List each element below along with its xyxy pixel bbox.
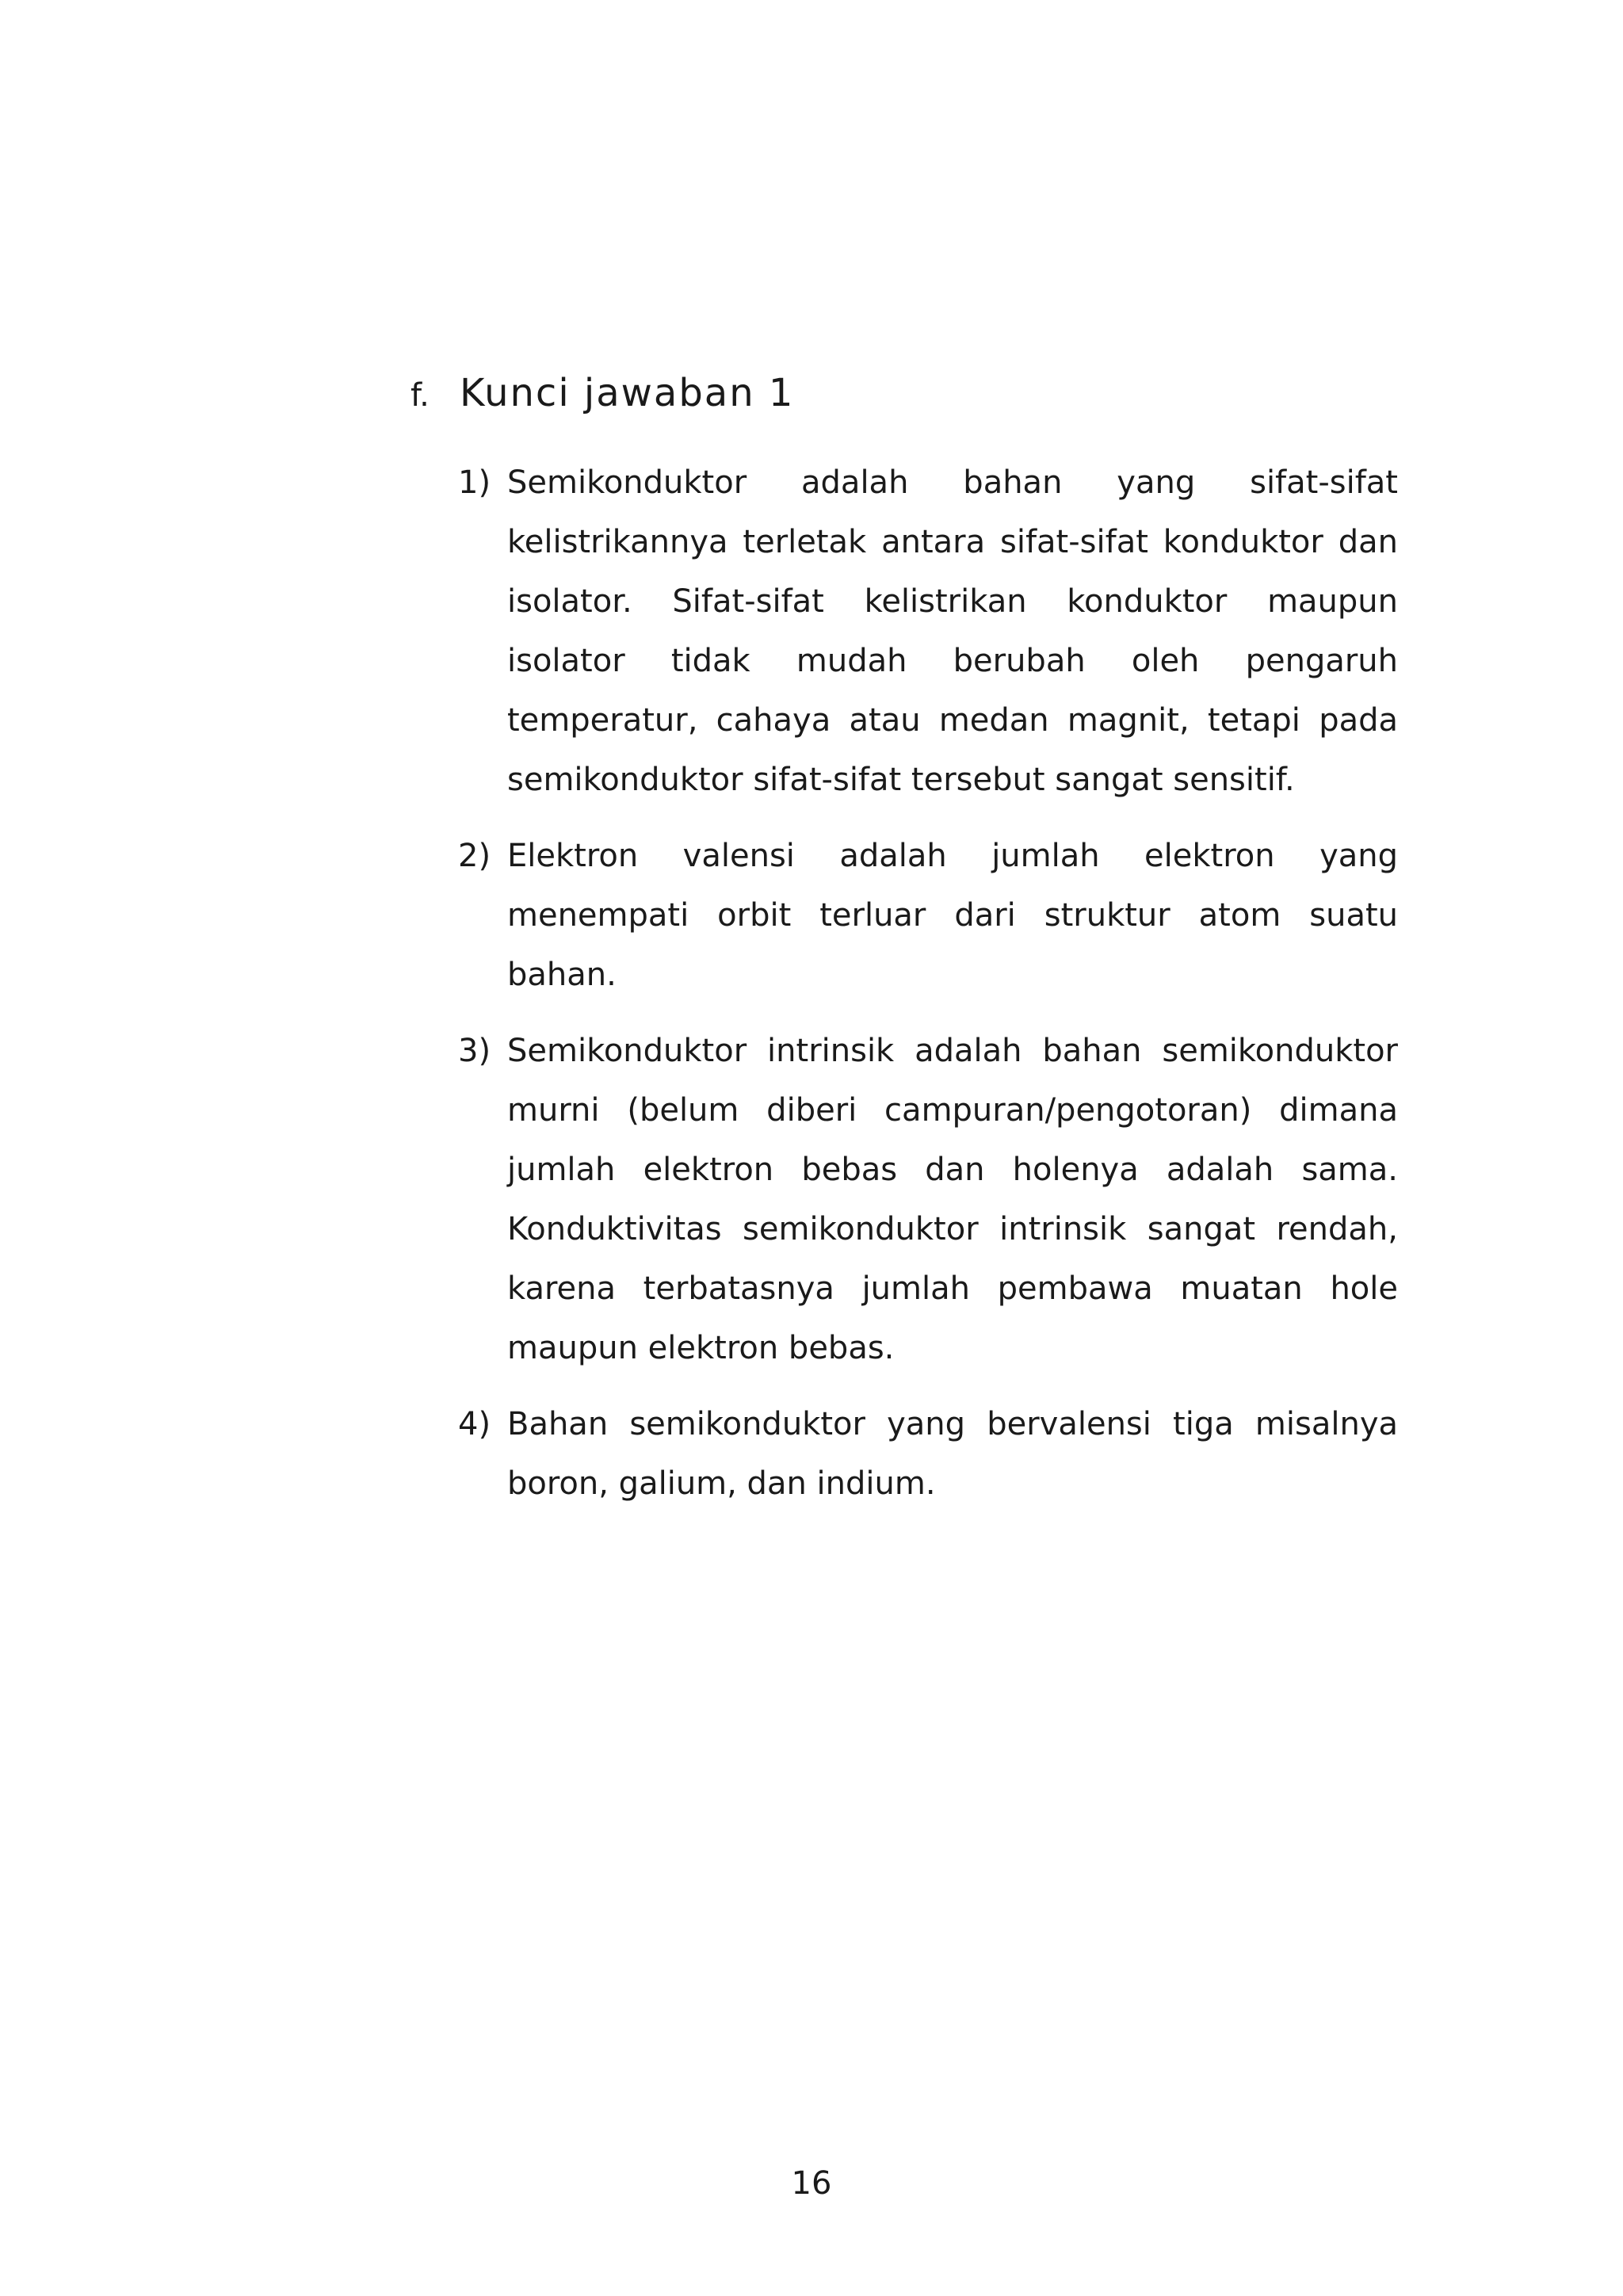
answer-text: Semikonduktor adalah bahan yang sifat-sifat kelistrikannya terletak antara sifat-sifat konduktor dan isolator. Sifat-sifat kelistrikan konduktor maupun isolator tidak mudah berubah oleh pengaruh temperatur, cahaya atau medan magnit, tetapi pada semikonduktor sifat-sifat tersebut sangat sensitif. [507,464,1398,798]
answer-item-4 [458,1395,1398,1514]
answer-item-1 [458,453,1398,810]
answer-list [458,453,1398,1530]
answer-number: 3) [458,1033,491,1069]
answer-number: 1) [458,464,491,501]
answer-item-2 [458,827,1398,1005]
answer-item-3 [458,1022,1398,1378]
section-letter: f. [411,377,430,414]
answer-number: 4) [458,1406,491,1442]
answer-text: Bahan semikonduktor yang bervalensi tiga misalnya boron, galium, dan indium. [507,1406,1398,1502]
page-number: 16 [791,2165,832,2202]
answer-text: Elektron valensi adalah jumlah elektron yang menempati orbit terluar dari struktur atom suatu bahan. [507,838,1398,993]
answer-text: Semikonduktor intrinsik adalah bahan semikonduktor murni (belum diberi campuran/pengotoran) dimana jumlah elektron bebas dan holenya adalah sama. Konduktivitas semikonduktor intrinsik sangat rendah, karena terbatasnya jumlah pembawa muatan hole maupun elektron bebas. [507,1033,1398,1366]
section-title: Kunci jawaban 1 [460,371,795,415]
answer-number: 2) [458,838,491,874]
section-heading [411,371,794,415]
